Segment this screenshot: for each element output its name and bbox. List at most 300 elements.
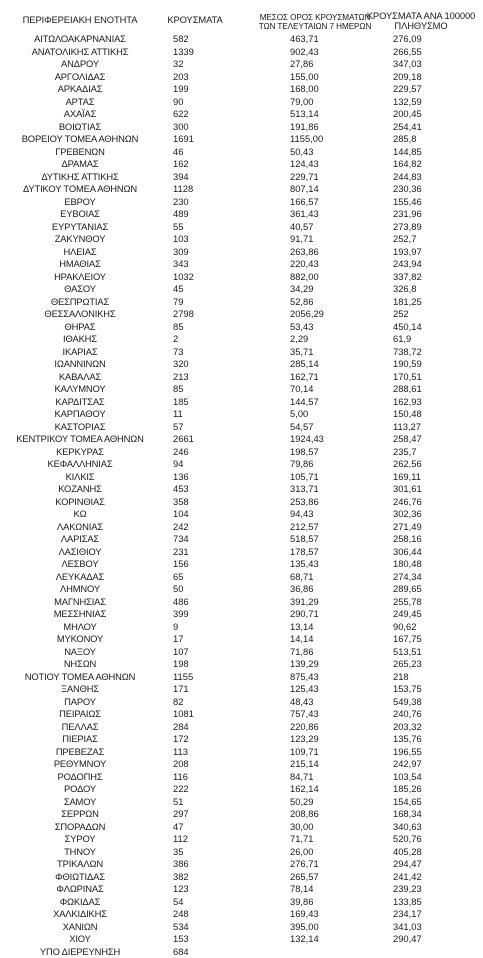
cases-cell: 57 <box>173 421 233 434</box>
per-100000-cell: 200,45 <box>393 108 453 121</box>
table-row <box>0 121 483 134</box>
cases-cell: 90 <box>173 96 233 109</box>
per-100000-cell: 520,76 <box>393 833 453 846</box>
average-cell: 78,14 <box>290 883 330 896</box>
per-100000-cell: 61,9 <box>393 333 453 346</box>
table-row <box>0 296 483 309</box>
cases-cell: 453 <box>173 483 233 496</box>
cases-cell: 489 <box>173 208 233 221</box>
per-100000-cell: 340,63 <box>393 821 453 834</box>
region-name-cell: ΜΑΓΝΗΣΙΑΣ <box>5 596 155 609</box>
region-name-cell: ΚΕΝΤΡΙΚΟΥ ΤΟΜΕΑ ΑΘΗΝΩΝ <box>5 433 155 446</box>
cases-cell: 82 <box>173 696 233 709</box>
table-row <box>0 746 483 759</box>
cases-cell: 199 <box>173 83 233 96</box>
region-name-cell: ΑΡΓΟΛΙΔΑΣ <box>5 71 155 84</box>
table-header <box>0 0 483 36</box>
cases-cell: 343 <box>173 258 233 271</box>
per-100000-cell: 347,03 <box>393 58 453 71</box>
cases-cell: 104 <box>173 508 233 521</box>
per-100000-cell: 168,34 <box>393 808 453 821</box>
cases-cell: 222 <box>173 783 233 796</box>
cases-cell: 231 <box>173 546 233 559</box>
per-100000-cell: 549,38 <box>393 696 453 709</box>
cases-cell: 2 <box>173 333 233 346</box>
cases-cell: 9 <box>173 621 233 634</box>
average-cell: 902,43 <box>290 46 330 59</box>
table-row <box>0 683 483 696</box>
average-cell: 40,57 <box>290 221 330 234</box>
table-row <box>0 308 483 321</box>
average-cell: 94,43 <box>290 508 330 521</box>
region-name-cell: ΠΙΕΡΙΑΣ <box>5 733 155 746</box>
average-cell: 162,71 <box>290 371 330 384</box>
per-100000-cell: 164,82 <box>393 158 453 171</box>
cases-cell: 1032 <box>173 271 233 284</box>
per-100000-cell: 450,14 <box>393 321 453 334</box>
table-row <box>0 796 483 809</box>
region-name-cell: ΑΙΤΩΛΟΑΚΑΡΝΑΝΙΑΣ <box>5 33 155 46</box>
per-100000-cell: 273,89 <box>393 221 453 234</box>
cases-cell: 734 <box>173 533 233 546</box>
table-row <box>0 446 483 459</box>
per-100000-cell: 239,23 <box>393 883 453 896</box>
cases-cell: 394 <box>173 171 233 184</box>
average-cell: 215,14 <box>290 758 330 771</box>
cases-cell: 213 <box>173 371 233 384</box>
region-name-cell: ΧΙΟΥ <box>5 933 155 946</box>
per-100000-cell: 133,85 <box>393 896 453 909</box>
cases-cell: 112 <box>173 833 233 846</box>
cases-cell: 1339 <box>173 46 233 59</box>
average-cell: 276,71 <box>290 858 330 871</box>
region-name-cell: ΠΡΕΒΕΖΑΣ <box>5 746 155 759</box>
table-row <box>0 321 483 334</box>
per-100000-cell: 181,25 <box>393 296 453 309</box>
average-cell: 757,43 <box>290 708 330 721</box>
per-100000-cell: 262,56 <box>393 458 453 471</box>
region-name-cell: ΧΑΛΚΙΔΙΚΗΣ <box>5 908 155 921</box>
per-100000-cell: 294,47 <box>393 858 453 871</box>
average-cell: 125,43 <box>290 683 330 696</box>
region-name-cell: ΦΛΩΡΙΝΑΣ <box>5 883 155 896</box>
cases-cell: 1691 <box>173 133 233 146</box>
per-100000-cell: 738,72 <box>393 346 453 359</box>
table-row <box>0 333 483 346</box>
cases-cell: 246 <box>173 446 233 459</box>
table-row <box>0 621 483 634</box>
region-name-cell: ΧΑΝΙΩΝ <box>5 921 155 934</box>
table-row <box>0 33 483 46</box>
region-name-cell: ΣΑΜΟΥ <box>5 796 155 809</box>
average-cell: 91,71 <box>290 233 330 246</box>
table-row <box>0 471 483 484</box>
average-cell: 168,00 <box>290 83 330 96</box>
table-row <box>0 546 483 559</box>
average-cell: 208,86 <box>290 808 330 821</box>
average-cell: 124,43 <box>290 158 330 171</box>
average-cell: 220,86 <box>290 721 330 734</box>
per-100000-cell: 254,41 <box>393 121 453 134</box>
average-cell: 361,43 <box>290 208 330 221</box>
per-100000-cell: 203,32 <box>393 721 453 734</box>
average-cell: 882,00 <box>290 271 330 284</box>
table-row <box>0 721 483 734</box>
table-row <box>0 483 483 496</box>
average-cell: 123,29 <box>290 733 330 746</box>
per-100000-cell: 288,61 <box>393 383 453 396</box>
average-cell: 263,86 <box>290 246 330 259</box>
per-100000-cell: 155,46 <box>393 196 453 209</box>
average-cell: 518,57 <box>290 533 330 546</box>
region-name-cell: ΚΟΡΙΝΘΙΑΣ <box>5 496 155 509</box>
header-average-line-2: ΤΩΝ ΤΕΛΕΥΤΑΙΩΝ 7 ΗΜΕΡΩΝ <box>250 22 380 31</box>
table-row <box>0 258 483 271</box>
region-name-cell: ΛΑΣΙΘΙΟΥ <box>5 546 155 559</box>
per-100000-cell: 271,49 <box>393 521 453 534</box>
per-100000-cell: 209,18 <box>393 71 453 84</box>
table-row <box>0 246 483 259</box>
average-cell: 53,43 <box>290 321 330 334</box>
table-row <box>0 846 483 859</box>
region-name-cell: ΜΗΛΟΥ <box>5 621 155 634</box>
cases-cell: 94 <box>173 458 233 471</box>
table-row <box>0 558 483 571</box>
region-name-cell: ΡΕΘΥΜΝΟΥ <box>5 758 155 771</box>
table-row <box>0 396 483 409</box>
header-cases-per-100000 <box>366 11 476 31</box>
region-name-cell: ΚΩ <box>5 508 155 521</box>
header-average-line-1: ΜΕΣΟΣ ΟΡΟΣ ΚΡΟΥΣΜΑΤΩΝ <box>250 13 380 22</box>
region-name-cell: ΚΑΒΑΛΑΣ <box>5 371 155 384</box>
table-row <box>0 783 483 796</box>
average-cell: 395,00 <box>290 921 330 934</box>
region-name-cell: ΦΩΚΙΔΑΣ <box>5 896 155 909</box>
cases-cell: 230 <box>173 196 233 209</box>
region-name-cell: ΚΙΛΚΙΣ <box>5 471 155 484</box>
per-100000-cell: 190,59 <box>393 358 453 371</box>
cases-cell: 55 <box>173 221 233 234</box>
cases-cell: 386 <box>173 858 233 871</box>
per-100000-cell: 244,83 <box>393 171 453 184</box>
cases-cell: 203 <box>173 71 233 84</box>
average-cell: 35,71 <box>290 346 330 359</box>
region-name-cell: ΚΑΡΔΙΤΣΑΣ <box>5 396 155 409</box>
region-name-cell: ΜΥΚΟΝΟΥ <box>5 633 155 646</box>
table-row <box>0 108 483 121</box>
cases-cell: 17 <box>173 633 233 646</box>
per-100000-cell: 337,82 <box>393 271 453 284</box>
region-name-cell: ΑΡΚΑΔΙΑΣ <box>5 83 155 96</box>
cases-cell: 51 <box>173 796 233 809</box>
region-name-cell: ΙΘΑΚΗΣ <box>5 333 155 346</box>
average-cell: 807,14 <box>290 183 330 196</box>
per-100000-cell: 185,26 <box>393 783 453 796</box>
region-name-cell: ΛΑΚΩΝΙΑΣ <box>5 521 155 534</box>
cases-cell: 1155 <box>173 671 233 684</box>
average-cell: 191,86 <box>290 121 330 134</box>
average-cell: 212,57 <box>290 521 330 534</box>
per-100000-cell: 235,7 <box>393 446 453 459</box>
header-per-line-1: ΚΡΟΥΣΜΑΤΑ ΑΝΑ 100000 <box>366 11 476 21</box>
cases-cell: 284 <box>173 721 233 734</box>
average-cell: 162,14 <box>290 783 330 796</box>
region-name-cell: ΚΕΡΚΥΡΑΣ <box>5 446 155 459</box>
region-name-cell: ΝΗΣΩΝ <box>5 658 155 671</box>
average-cell: 14,14 <box>290 633 330 646</box>
region-name-cell: ΕΒΡΟΥ <box>5 196 155 209</box>
cases-cell: 622 <box>173 108 233 121</box>
region-name-cell: ΘΕΣΠΡΩΤΙΑΣ <box>5 296 155 309</box>
average-cell: 229,71 <box>290 171 330 184</box>
average-cell: 5,00 <box>290 408 330 421</box>
table-row <box>0 408 483 421</box>
table-row <box>0 196 483 209</box>
per-100000-cell: 113,27 <box>393 421 453 434</box>
region-name-cell: ΓΡΕΒΕΝΩΝ <box>5 146 155 159</box>
per-100000-cell: 241,42 <box>393 871 453 884</box>
average-cell: 105,71 <box>290 471 330 484</box>
cases-cell: 113 <box>173 746 233 759</box>
region-name-cell: ΚΑΡΠΑΘΟΥ <box>5 408 155 421</box>
per-100000-cell: 341,03 <box>393 921 453 934</box>
table-row <box>0 708 483 721</box>
per-100000-cell: 258,16 <box>393 533 453 546</box>
per-100000-cell: 289,65 <box>393 583 453 596</box>
table-row <box>0 771 483 784</box>
table-row <box>0 46 483 59</box>
per-100000-cell: 249,45 <box>393 608 453 621</box>
table-row <box>0 158 483 171</box>
average-cell: 290,71 <box>290 608 330 621</box>
table-row <box>0 508 483 521</box>
table-row <box>0 696 483 709</box>
average-cell: 50,29 <box>290 796 330 809</box>
region-name-cell: ΕΥΒΟΙΑΣ <box>5 208 155 221</box>
table-row <box>0 208 483 221</box>
per-100000-cell: 132,59 <box>393 96 453 109</box>
table-row <box>0 921 483 934</box>
region-name-cell: ΖΑΚΥΝΘΟΥ <box>5 233 155 246</box>
table-row <box>0 933 483 946</box>
region-name-cell: ΗΜΑΘΙΑΣ <box>5 258 155 271</box>
table-row <box>0 433 483 446</box>
average-cell: 52,86 <box>290 296 330 309</box>
region-name-cell: ΒΟΙΩΤΙΑΣ <box>5 121 155 134</box>
average-cell: 109,71 <box>290 746 330 759</box>
per-100000-cell: 240,76 <box>393 708 453 721</box>
cases-cell: 208 <box>173 758 233 771</box>
cases-cell: 136 <box>173 471 233 484</box>
cases-cell: 35 <box>173 846 233 859</box>
region-name-cell: ΡΟΔΟΥ <box>5 783 155 796</box>
table-row <box>0 571 483 584</box>
table-row <box>0 633 483 646</box>
table-row <box>0 858 483 871</box>
average-cell: 54,57 <box>290 421 330 434</box>
region-name-cell: ΣΠΟΡΑΔΩΝ <box>5 821 155 834</box>
average-cell: 36,86 <box>290 583 330 596</box>
cases-cell: 1081 <box>173 708 233 721</box>
cases-cell: 309 <box>173 246 233 259</box>
average-cell: 253,86 <box>290 496 330 509</box>
table-row <box>0 871 483 884</box>
table-row <box>0 171 483 184</box>
cases-cell: 123 <box>173 883 233 896</box>
cases-cell: 162 <box>173 158 233 171</box>
per-100000-cell: 274,34 <box>393 571 453 584</box>
average-cell: 169,43 <box>290 908 330 921</box>
region-name-cell: ΘΗΡΑΣ <box>5 321 155 334</box>
cases-cell: 486 <box>173 596 233 609</box>
table-row <box>0 521 483 534</box>
table-row <box>0 608 483 621</box>
region-name-cell: ΝΟΤΙΟΥ ΤΟΜΕΑ ΑΘΗΝΩΝ <box>5 671 155 684</box>
region-name-cell: ΑΝΔΡΟΥ <box>5 58 155 71</box>
per-100000-cell: 231,96 <box>393 208 453 221</box>
per-100000-cell: 301,61 <box>393 483 453 496</box>
per-100000-cell: 255,78 <box>393 596 453 609</box>
region-name-cell: ΕΥΡΥΤΑΝΙΑΣ <box>5 221 155 234</box>
per-100000-cell: 252,7 <box>393 233 453 246</box>
region-name-cell: ΔΥΤΙΚΗΣ ΑΤΤΙΚΗΣ <box>5 171 155 184</box>
cases-cell: 11 <box>173 408 233 421</box>
average-cell: 84,71 <box>290 771 330 784</box>
per-100000-cell: 513,51 <box>393 646 453 659</box>
cases-cell: 50 <box>173 583 233 596</box>
per-100000-cell: 170,51 <box>393 371 453 384</box>
per-100000-cell: 265,23 <box>393 658 453 671</box>
cases-cell: 358 <box>173 496 233 509</box>
cases-cell: 2661 <box>173 433 233 446</box>
region-name-cell: ΠΕΛΛΑΣ <box>5 721 155 734</box>
region-name-cell: ΠΕΙΡΑΙΩΣ <box>5 708 155 721</box>
cases-cell: 103 <box>173 233 233 246</box>
region-name-cell: ΙΩΑΝΝΙΝΩΝ <box>5 358 155 371</box>
table-row <box>0 458 483 471</box>
table-row <box>0 908 483 921</box>
average-cell: 391,29 <box>290 596 330 609</box>
per-100000-cell: 153,75 <box>393 683 453 696</box>
per-100000-cell: 154,65 <box>393 796 453 809</box>
table-row <box>0 183 483 196</box>
per-100000-cell: 135,76 <box>393 733 453 746</box>
per-100000-cell: 234,17 <box>393 908 453 921</box>
average-cell: 79,86 <box>290 458 330 471</box>
region-name-cell: ΦΘΙΩΤΙΔΑΣ <box>5 871 155 884</box>
header-average-7-days <box>250 13 380 31</box>
cases-cell: 85 <box>173 321 233 334</box>
table-row <box>0 146 483 159</box>
table-row <box>0 421 483 434</box>
per-100000-cell: 167,75 <box>393 633 453 646</box>
average-cell: 198,57 <box>290 446 330 459</box>
average-cell: 875,43 <box>290 671 330 684</box>
average-cell: 285,14 <box>290 358 330 371</box>
cases-cell: 534 <box>173 921 233 934</box>
average-cell: 178,57 <box>290 546 330 559</box>
region-name-cell: ΝΑΞΟΥ <box>5 646 155 659</box>
cases-cell: 198 <box>173 658 233 671</box>
cases-cell: 582 <box>173 33 233 46</box>
cases-cell: 172 <box>173 733 233 746</box>
average-cell: 26,00 <box>290 846 330 859</box>
region-name-cell: ΠΑΡΟΥ <box>5 696 155 709</box>
region-name-cell: ΤΡΙΚΑΛΩΝ <box>5 858 155 871</box>
average-cell: 70,14 <box>290 383 330 396</box>
table-body <box>0 33 483 958</box>
per-100000-cell: 218 <box>393 671 453 684</box>
per-100000-cell: 302,36 <box>393 508 453 521</box>
average-cell: 155,00 <box>290 71 330 84</box>
per-100000-cell: 90,62 <box>393 621 453 634</box>
average-cell: 313,71 <box>290 483 330 496</box>
region-name-cell: ΛΕΣΒΟΥ <box>5 558 155 571</box>
cases-cell: 684 <box>173 946 233 958</box>
cases-cell: 107 <box>173 646 233 659</box>
table-row <box>0 496 483 509</box>
average-cell: 27,86 <box>290 58 330 71</box>
average-cell: 139,29 <box>290 658 330 671</box>
cases-cell: 116 <box>173 771 233 784</box>
per-100000-cell: 150,48 <box>393 408 453 421</box>
region-name-cell: ΘΑΣΟΥ <box>5 283 155 296</box>
region-name-cell: ΡΟΔΟΠΗΣ <box>5 771 155 784</box>
region-name-cell: ΔΡΑΜΑΣ <box>5 158 155 171</box>
table-row <box>0 283 483 296</box>
table-row <box>0 221 483 234</box>
per-100000-cell: 196,55 <box>393 746 453 759</box>
table-row <box>0 658 483 671</box>
table-row <box>0 646 483 659</box>
average-cell: 463,71 <box>290 33 330 46</box>
region-name-cell: ΥΠΟ ΔΙΕΡΕΥΝΗΣΗ <box>5 946 155 958</box>
table-row <box>0 96 483 109</box>
cases-cell: 242 <box>173 521 233 534</box>
region-name-cell: ΛΕΥΚΑΔΑΣ <box>5 571 155 584</box>
table-row <box>0 896 483 909</box>
per-100000-cell: 144,85 <box>393 146 453 159</box>
table-row <box>0 133 483 146</box>
region-name-cell: ΔΥΤΙΚΟΥ ΤΟΜΕΑ ΑΘΗΝΩΝ <box>5 183 155 196</box>
cases-cell: 54 <box>173 896 233 909</box>
per-100000-cell: 285,8 <box>393 133 453 146</box>
table-row <box>0 383 483 396</box>
header-per-line-2: ΠΛΗΘΥΣΜΟ <box>366 21 476 31</box>
cases-cell: 45 <box>173 283 233 296</box>
table-row <box>0 671 483 684</box>
region-name-cell: ΑΡΤΑΣ <box>5 96 155 109</box>
cases-cell: 73 <box>173 346 233 359</box>
table-row <box>0 346 483 359</box>
average-cell: 68,71 <box>290 571 330 584</box>
header-cases: ΚΡΟΥΣΜΑΤΑ <box>160 15 230 25</box>
cases-cell: 65 <box>173 571 233 584</box>
per-100000-cell: 103,54 <box>393 771 453 784</box>
cases-cell: 171 <box>173 683 233 696</box>
per-100000-cell: 405,28 <box>393 846 453 859</box>
average-cell: 13,14 <box>290 621 330 634</box>
region-name-cell: ΗΡΑΚΛΕΙΟΥ <box>5 271 155 284</box>
region-name-cell: ΣΥΡΟΥ <box>5 833 155 846</box>
table-row <box>0 733 483 746</box>
average-cell: 30,00 <box>290 821 330 834</box>
per-100000-cell: 276,09 <box>393 33 453 46</box>
per-100000-cell: 243,94 <box>393 258 453 271</box>
average-cell: 50,43 <box>290 146 330 159</box>
region-name-cell: ΜΕΣΣΗΝΙΑΣ <box>5 608 155 621</box>
region-name-cell: ΛΗΜΝΟΥ <box>5 583 155 596</box>
